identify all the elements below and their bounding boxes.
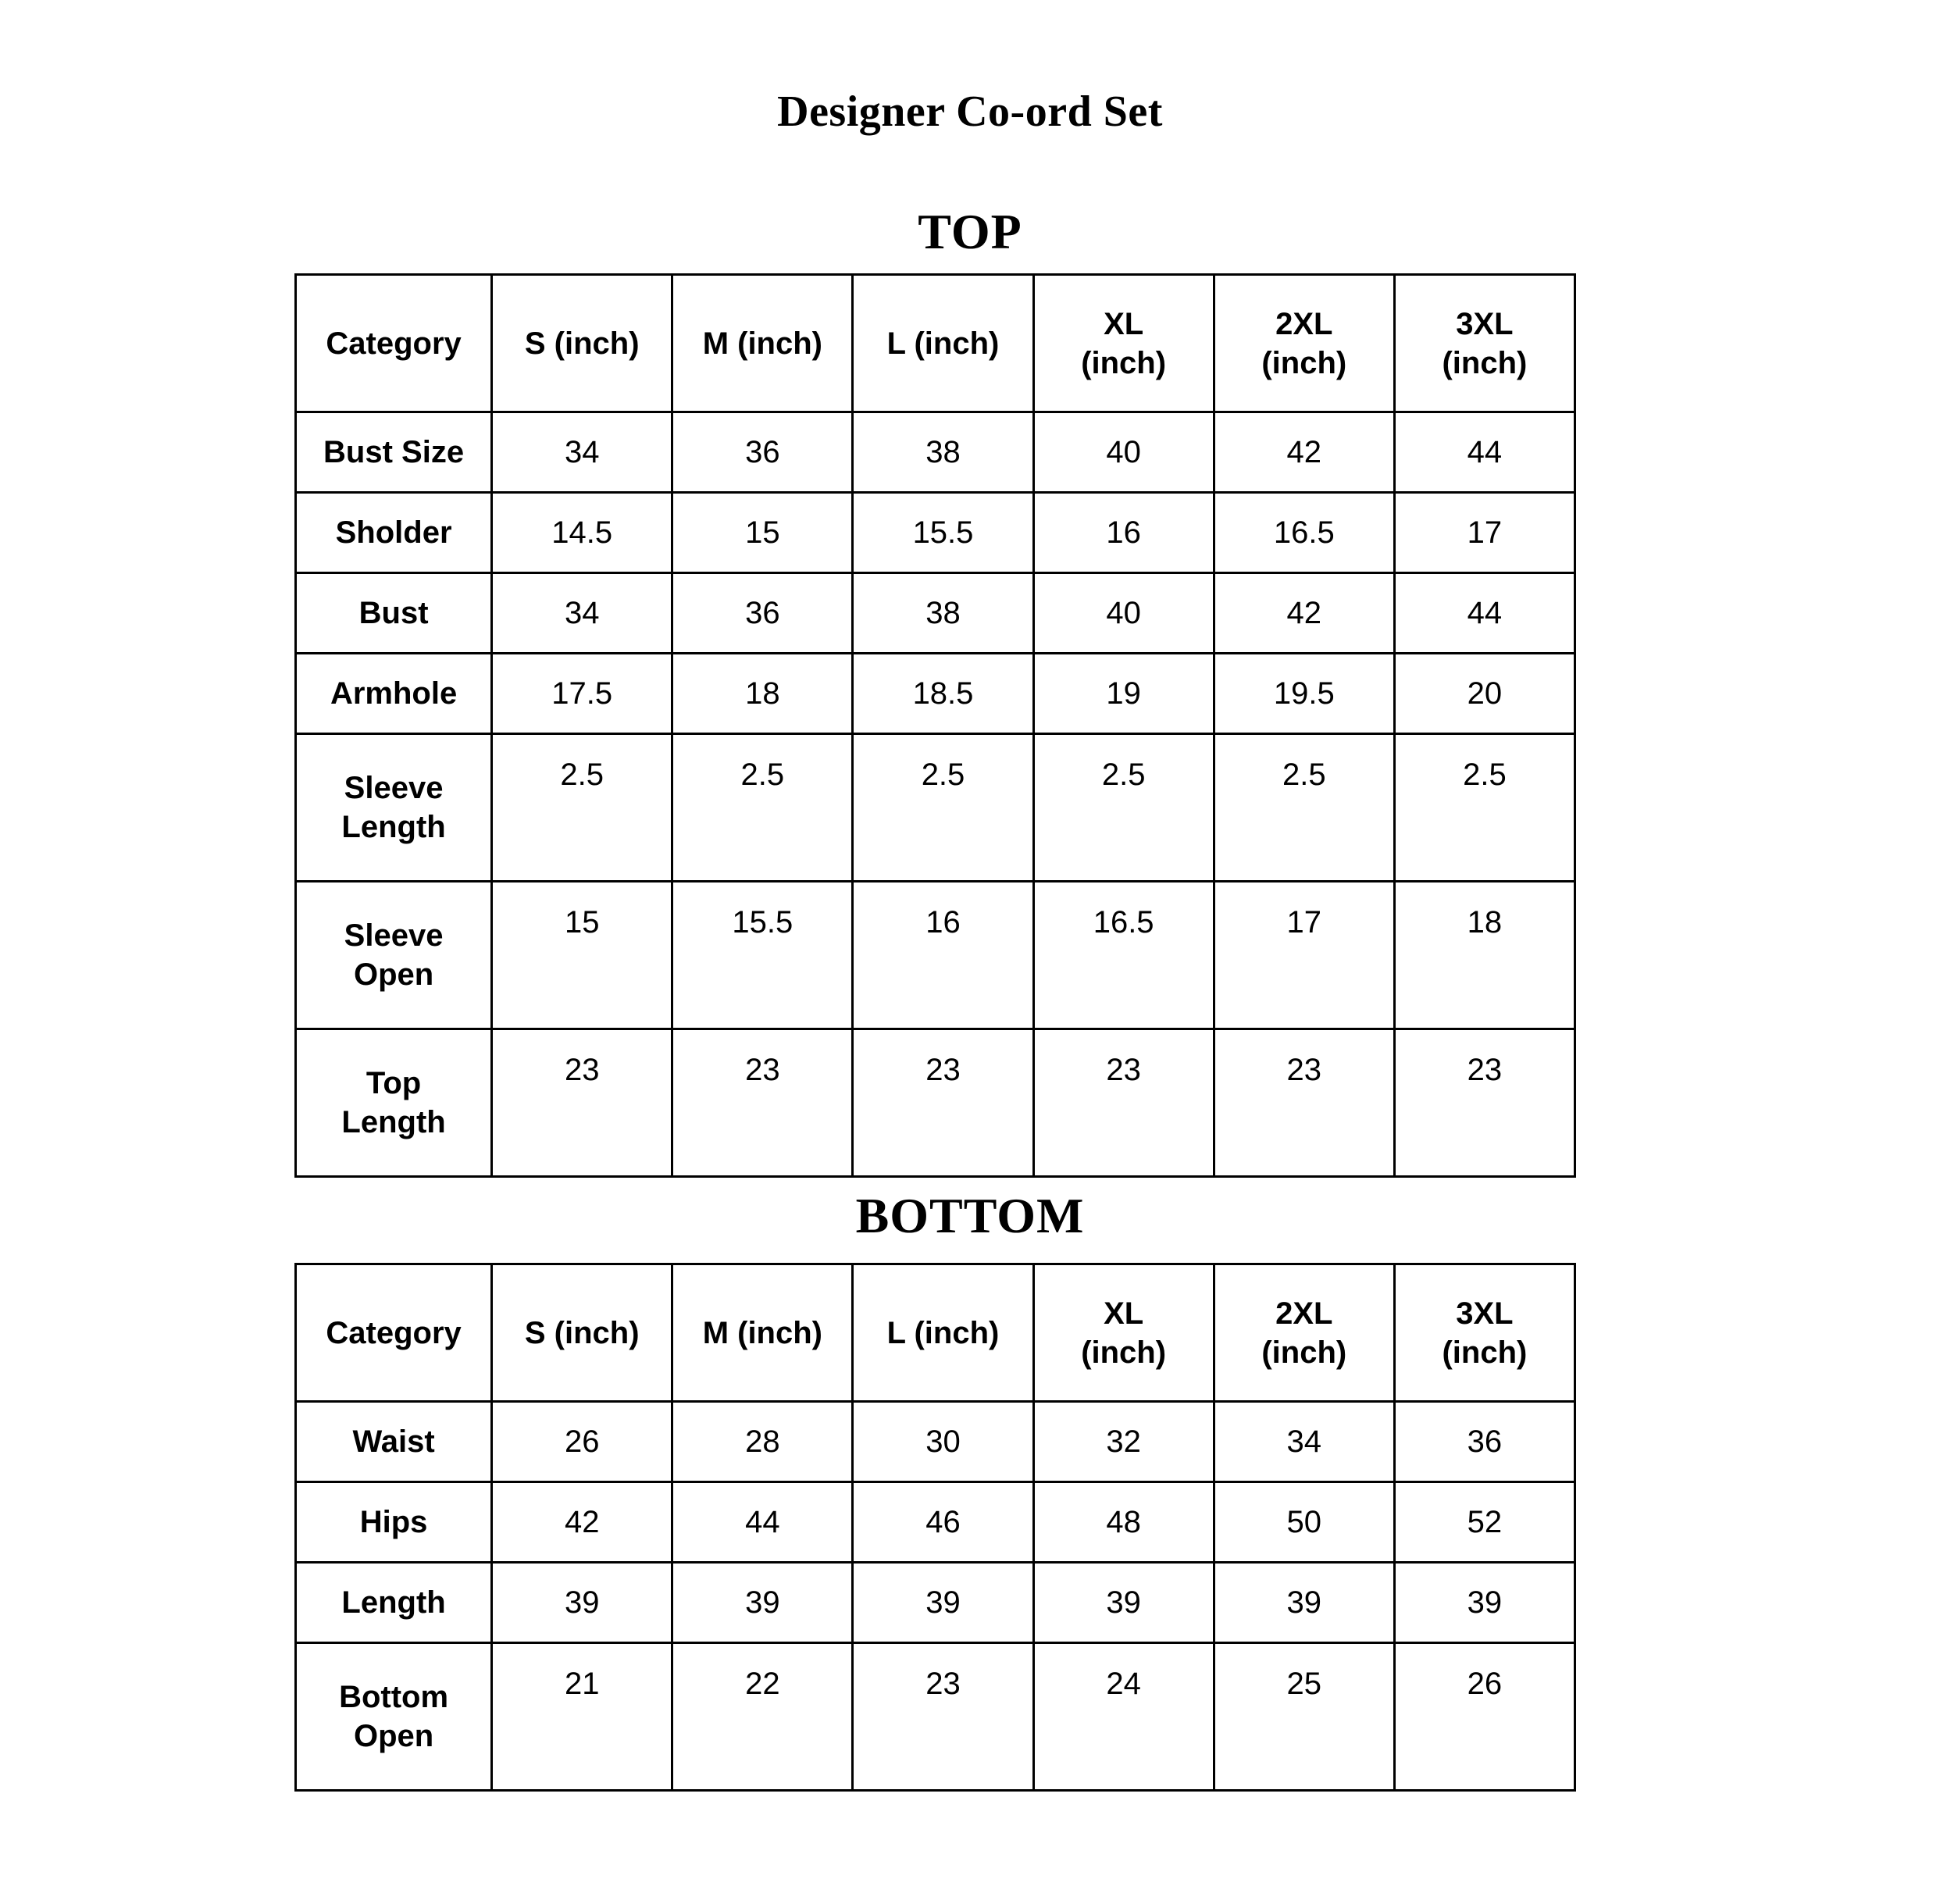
- row-label-line1: Sholder: [335, 515, 452, 550]
- measurement-cell: 17.5: [492, 654, 672, 734]
- column-header-top-6: [1394, 275, 1574, 412]
- table-row: [296, 412, 1575, 493]
- table-row: [296, 882, 1575, 1029]
- row-label-bottom-0: [296, 1402, 492, 1482]
- measurement-cell: 23: [672, 1029, 853, 1177]
- column-header-line1: L (inch): [886, 1315, 1000, 1350]
- measurement-cell: 36: [672, 412, 853, 493]
- row-label-line2: Open: [353, 1719, 434, 1753]
- table-header-row: [296, 275, 1575, 412]
- measurement-cell: 32: [1033, 1402, 1214, 1482]
- measurement-cell: 28: [672, 1402, 853, 1482]
- table-row: [296, 1402, 1575, 1482]
- row-label-top-2: [296, 573, 492, 654]
- measurement-cell: 16: [1033, 493, 1214, 573]
- column-header-bottom-4: [1033, 1264, 1214, 1402]
- table-row: [296, 1643, 1575, 1791]
- measurement-cell: 42: [492, 1482, 672, 1563]
- table-row: [296, 734, 1575, 882]
- measurement-cell: 15: [492, 882, 672, 1029]
- row-label-line2: Length: [341, 1105, 446, 1139]
- measurement-cell: 15.5: [672, 882, 853, 1029]
- column-header-bottom-2: [672, 1264, 853, 1402]
- row-label-line1: Top: [366, 1066, 422, 1100]
- measurement-cell: 2.5: [1033, 734, 1214, 882]
- measurement-cell: 42: [1214, 412, 1394, 493]
- top-size-table: [294, 273, 1576, 1178]
- measurement-cell: 42: [1214, 573, 1394, 654]
- column-header-line2: (inch): [1081, 345, 1167, 380]
- measurement-cell: 39: [853, 1563, 1033, 1643]
- measurement-cell: 44: [672, 1482, 853, 1563]
- measurement-cell: 23: [1033, 1029, 1214, 1177]
- column-header-line2: (inch): [1081, 1335, 1167, 1370]
- column-header-line1: Category: [326, 326, 462, 361]
- measurement-cell: 36: [1394, 1402, 1574, 1482]
- measurement-cell: 22: [672, 1643, 853, 1791]
- section-heading-top: TOP: [918, 204, 1022, 259]
- table-row: [296, 1563, 1575, 1643]
- column-header-line1: XL: [1104, 1296, 1144, 1331]
- measurement-cell: 2.5: [492, 734, 672, 882]
- page-title: Designer Co-ord Set: [777, 87, 1163, 136]
- measurement-cell: 23: [1214, 1029, 1394, 1177]
- measurement-cell: 14.5: [492, 493, 672, 573]
- measurement-cell: 2.5: [1394, 734, 1574, 882]
- row-label-line1: Bust Size: [323, 435, 465, 469]
- column-header-line1: 2XL: [1275, 1296, 1333, 1331]
- row-label-top-6: [296, 1029, 492, 1177]
- column-header-bottom-5: [1214, 1264, 1394, 1402]
- column-header-line2: (inch): [1442, 345, 1528, 380]
- table-row: [296, 573, 1575, 654]
- measurement-cell: 39: [1033, 1563, 1214, 1643]
- measurement-cell: 17: [1394, 493, 1574, 573]
- measurement-cell: 16.5: [1214, 493, 1394, 573]
- column-header-line1: S (inch): [524, 326, 640, 361]
- row-label-line1: Sleeve: [344, 918, 444, 953]
- measurement-cell: 39: [1214, 1563, 1394, 1643]
- measurement-cell: 16: [853, 882, 1033, 1029]
- measurement-cell: 38: [853, 573, 1033, 654]
- measurement-cell: 39: [672, 1563, 853, 1643]
- measurement-cell: 26: [492, 1402, 672, 1482]
- column-header-line1: 3XL: [1456, 1296, 1514, 1331]
- measurement-cell: 23: [853, 1029, 1033, 1177]
- column-header-bottom-3: [853, 1264, 1033, 1402]
- measurement-cell: 44: [1394, 412, 1574, 493]
- bottom-size-table: [294, 1263, 1576, 1792]
- column-header-top-0: [296, 275, 492, 412]
- measurement-cell: 52: [1394, 1482, 1574, 1563]
- column-header-bottom-1: [492, 1264, 672, 1402]
- column-header-line2: (inch): [1261, 1335, 1347, 1370]
- measurement-cell: 19: [1033, 654, 1214, 734]
- row-label-line1: Armhole: [330, 676, 458, 711]
- column-header-line1: Category: [326, 1315, 462, 1350]
- column-header-line1: M (inch): [702, 1315, 822, 1350]
- measurement-cell: 16.5: [1033, 882, 1214, 1029]
- column-header-top-4: [1033, 275, 1214, 412]
- measurement-cell: 15: [672, 493, 853, 573]
- column-header-bottom-6: [1394, 1264, 1574, 1402]
- measurement-cell: 36: [672, 573, 853, 654]
- table-body-top: [296, 412, 1575, 1177]
- table-row: [296, 654, 1575, 734]
- measurement-cell: 23: [1394, 1029, 1574, 1177]
- measurement-cell: 50: [1214, 1482, 1394, 1563]
- row-label-top-1: [296, 493, 492, 573]
- measurement-cell: 39: [1394, 1563, 1574, 1643]
- column-header-top-1: [492, 275, 672, 412]
- row-label-line1: Bottom: [339, 1680, 449, 1714]
- table-body-bottom: [296, 1402, 1575, 1791]
- measurement-cell: 17: [1214, 882, 1394, 1029]
- row-label-line1: Waist: [352, 1424, 435, 1459]
- table-row: [296, 1482, 1575, 1563]
- measurement-cell: 30: [853, 1402, 1033, 1482]
- column-header-line1: 2XL: [1275, 306, 1333, 341]
- measurement-cell: 24: [1033, 1643, 1214, 1791]
- column-header-top-3: [853, 275, 1033, 412]
- measurement-cell: 26: [1394, 1643, 1574, 1791]
- measurement-cell: 18: [672, 654, 853, 734]
- measurement-cell: 15.5: [853, 493, 1033, 573]
- table-row: [296, 1029, 1575, 1177]
- measurement-cell: 2.5: [1214, 734, 1394, 882]
- measurement-cell: 23: [492, 1029, 672, 1177]
- measurement-cell: 40: [1033, 573, 1214, 654]
- column-header-top-2: [672, 275, 853, 412]
- row-label-line1: Length: [341, 1585, 446, 1620]
- section-heading-bottom: BOTTOM: [855, 1188, 1085, 1243]
- table-header-row: [296, 1264, 1575, 1402]
- column-header-line1: 3XL: [1456, 306, 1514, 341]
- row-label-line2: Length: [341, 810, 446, 844]
- measurement-cell: 34: [492, 573, 672, 654]
- measurement-cell: 21: [492, 1643, 672, 1791]
- column-header-line2: (inch): [1442, 1335, 1528, 1370]
- measurement-cell: 18.5: [853, 654, 1033, 734]
- measurement-cell: 48: [1033, 1482, 1214, 1563]
- measurement-cell: 46: [853, 1482, 1033, 1563]
- measurement-cell: 39: [492, 1563, 672, 1643]
- measurement-cell: 34: [492, 412, 672, 493]
- measurement-cell: 20: [1394, 654, 1574, 734]
- column-header-line1: L (inch): [886, 326, 1000, 361]
- column-header-line2: (inch): [1261, 345, 1347, 380]
- column-header-line1: S (inch): [524, 1315, 640, 1350]
- row-label-top-4: [296, 734, 492, 882]
- row-label-top-5: [296, 882, 492, 1029]
- row-label-top-0: [296, 412, 492, 493]
- measurement-cell: 40: [1033, 412, 1214, 493]
- measurement-cell: 44: [1394, 573, 1574, 654]
- table-row: [296, 493, 1575, 573]
- table-header-bottom: [296, 1264, 1575, 1402]
- column-header-line1: M (inch): [702, 326, 822, 361]
- row-label-line1: Bust: [358, 596, 429, 630]
- table-header-top: [296, 275, 1575, 412]
- row-label-bottom-3: [296, 1643, 492, 1791]
- measurement-cell: 34: [1214, 1402, 1394, 1482]
- row-label-bottom-1: [296, 1482, 492, 1563]
- measurement-cell: 23: [853, 1643, 1033, 1791]
- row-label-line1: Hips: [359, 1505, 428, 1539]
- measurement-cell: 38: [853, 412, 1033, 493]
- measurement-cell: 2.5: [672, 734, 853, 882]
- column-header-top-5: [1214, 275, 1394, 412]
- column-header-bottom-0: [296, 1264, 492, 1402]
- measurement-cell: 18: [1394, 882, 1574, 1029]
- row-label-line1: Sleeve: [344, 771, 444, 805]
- row-label-bottom-2: [296, 1563, 492, 1643]
- column-header-line1: XL: [1104, 306, 1144, 341]
- measurement-cell: 19.5: [1214, 654, 1394, 734]
- measurement-cell: 2.5: [853, 734, 1033, 882]
- measurement-cell: 25: [1214, 1643, 1394, 1791]
- row-label-line2: Open: [353, 957, 434, 992]
- row-label-top-3: [296, 654, 492, 734]
